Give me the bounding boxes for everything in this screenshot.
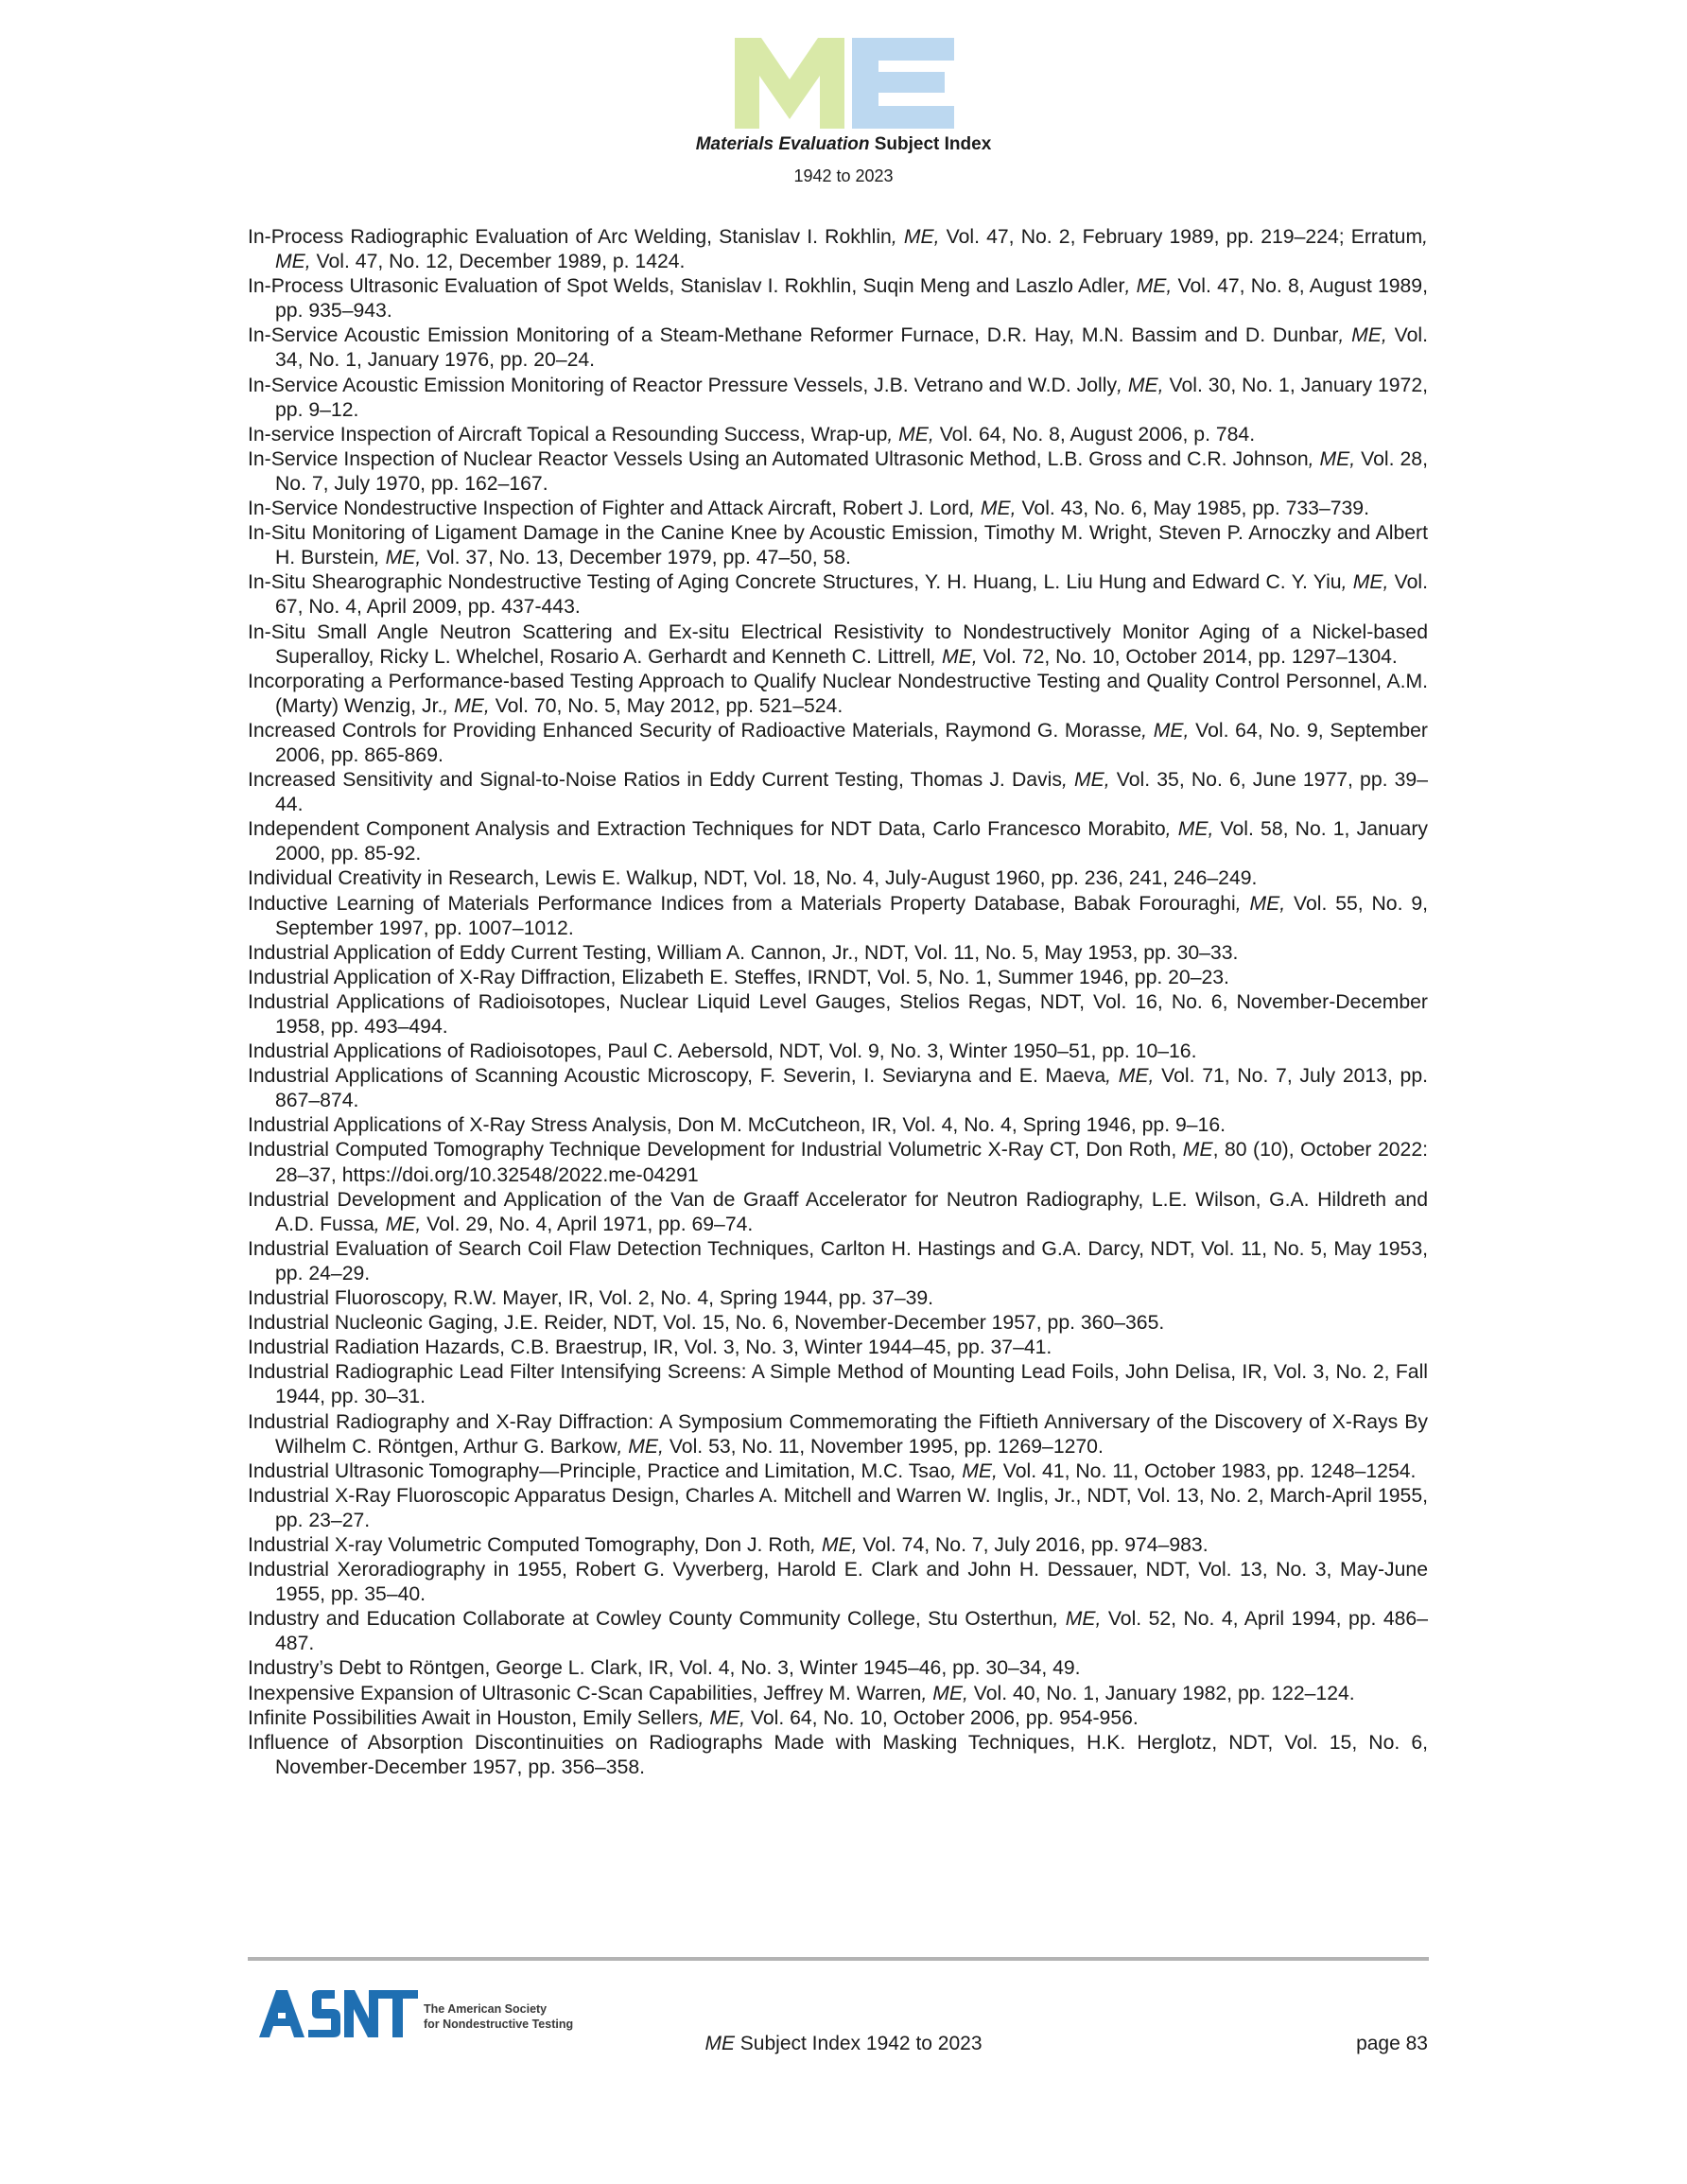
index-entry [248, 1558, 1428, 1607]
index-entry [248, 670, 1428, 719]
entry-post: Vol. 72, No. 10, October 2014, pp. 1297–1304. [977, 645, 1398, 668]
entry-mid: , ME, [810, 1533, 858, 1556]
entry-post: Vol. 55, No. 9, September 1997, pp. 1007–1012. [275, 892, 1428, 939]
logo-letter-e [852, 38, 954, 129]
entry-post: Vol. 64, No. 9, September 2006, pp. 865-869. [275, 719, 1428, 766]
footer-title [0, 2033, 1687, 2055]
asnt-logo-mark [259, 1990, 418, 2037]
index-entry [248, 817, 1428, 866]
entry-mid: , ME, [969, 498, 1017, 520]
entry-pre: Influence of Absorption Discontinuities on Radiographs Made with Masking Techniques, H.K. Herglotz, NDT, Vol. 15, No. 6, November-December 1957, pp. 356–358. [248, 1731, 1428, 1778]
entry-pre: Industrial Applications of X-Ray Stress Analysis, Don M. McCutcheon, IR, Vol. 4, No. 4, Spring 1946, pp. 9–16. [248, 1114, 1226, 1137]
entry-mid: , ME, [698, 1706, 745, 1729]
entry-mid: , ME, [374, 1213, 422, 1235]
index-entry [248, 966, 1428, 990]
entry-pre: Industrial Nucleonic Gaging, J.E. Reider, NDT, Vol. 15, No. 6, November-December 1957, pp. 360–365. [248, 1312, 1165, 1335]
entry-pre: In-Service Acoustic Emission Monitoring of a Steam-Methane Reformer Furnace, D.R. Hay, M.N. Bassim and D. Dunbar [248, 324, 1339, 347]
entry-pre: In-Service Acoustic Emission Monitoring of Reactor Pressure Vessels, J.B. Vetrano and W.D. Jolly [248, 374, 1118, 396]
index-entry [248, 1656, 1428, 1681]
index-entry [248, 323, 1428, 373]
entry-mid: , ME, [1308, 447, 1356, 470]
entry-pre: In-Process Radiographic Evaluation of Arc Welding, Stanislav I. Rokhlin [248, 226, 892, 248]
index-entry [248, 1064, 1428, 1113]
index-entry [248, 1459, 1428, 1484]
entry-post: Vol. 29, No. 4, April 1971, pp. 69–74. [421, 1213, 754, 1235]
page-number: page 83 [1356, 2033, 1428, 2054]
entry-post: Vol. 71, No. 7, July 2013, pp. 867–874. [275, 1065, 1428, 1112]
index-entry [248, 1286, 1428, 1311]
entry-mid: , ME, [1165, 818, 1214, 841]
index-entry [248, 374, 1428, 423]
entry-post: Vol. 47, No. 8, August 1989, pp. 935–943. [275, 275, 1428, 323]
entry-post: Vol. 58, No. 1, January 2000, pp. 85-92. [275, 818, 1428, 865]
entry-pre: Increased Sensitivity and Signal-to-Noise Ratios in Eddy Current Testing, Thomas J. Davis [248, 769, 1062, 792]
entry-pre: Individual Creativity in Research, Lewis E. Walkup, NDT, Vol. 18, No. 4, July-August 1960, pp. 236, 241, 246–249. [248, 867, 1258, 890]
entry-post: Vol. 35, No. 6, June 1977, pp. 39–44. [275, 769, 1428, 816]
index-entry [248, 447, 1428, 497]
index-entry [248, 620, 1428, 670]
entry-post: Vol. 40, No. 1, January 1982, pp. 122–124. [967, 1682, 1355, 1704]
entry-mid: , ME, [1117, 374, 1164, 396]
entry-pre: Industrial Ultrasonic Tomography—Principle, Practice and Limitation, M.C. Tsao [248, 1459, 951, 1482]
entry-pre: In-service Inspection of Aircraft Topical a Resounding Success, Wrap-up [248, 423, 888, 446]
footer-title-italic: ME [704, 2033, 735, 2054]
entry-post: Vol. 43, No. 6, May 1985, pp. 733–739. [1016, 498, 1369, 520]
header-title-italic: Materials Evaluation [695, 134, 870, 154]
entry-pre: Inexpensive Expansion of Ultrasonic C-Scan Capabilities, Jeffrey M. Warren [248, 1682, 922, 1704]
entry-pre: Industrial Applications of Radioisotopes, Paul C. Aebersold, NDT, Vol. 9, No. 3, Winter 1950–51, pp. 10–16. [248, 1040, 1197, 1063]
entry-pre: In-Situ Shearographic Nondestructive Testing of Aging Concrete Structures, Y. H. Huang, L. Liu Hung and Edward C. Y. Yiu [248, 571, 1342, 594]
entry-pre: In-Process Ultrasonic Evaluation of Spot Welds, Stanislav I. Rokhlin, Suqin Meng and Laszlo Adler [248, 275, 1125, 298]
index-entry [248, 1533, 1428, 1558]
entry-mid: , ME, [617, 1435, 664, 1458]
index-entry [248, 1138, 1428, 1187]
entry-post: , 80 (10), October 2022: 28–37, https://doi.org/10.32548/2022.me-04291 [275, 1139, 1428, 1186]
index-entry [248, 768, 1428, 817]
asnt-society-line2: for Nondestructive Testing [424, 2018, 574, 2031]
entry-post: Vol. 53, No. 11, November 1995, pp. 1269–1270. [663, 1435, 1104, 1458]
entry-mid2: , ME, [275, 226, 1428, 273]
index-entry [248, 1706, 1428, 1731]
index-entry [248, 866, 1428, 891]
entry-post: Vol. 37, No. 13, December 1979, pp. 47–50, 58. [421, 547, 851, 569]
entry-mid: , ME, [1338, 324, 1387, 347]
entry-mid: , ME, [930, 645, 978, 668]
entry-pre: Industrial Applications of Scanning Acoustic Microscopy, F. Severin, I. Seviaryna and E. Maeva [248, 1065, 1106, 1088]
subject-index-list [248, 225, 1428, 1780]
entry-mid: , ME, [1105, 1065, 1155, 1088]
entry-pre: Industrial Applications of Radioisotopes, Nuclear Liquid Level Gauges, Stelios Regas, NDT, Vol. 16, No. 6, November-December 1958, pp. 493–494. [248, 990, 1428, 1038]
header-years: 1942 to 2023 [793, 166, 894, 185]
entry-pre: Infinite Possibilities Await in Houston, Emily Sellers [248, 1706, 699, 1729]
header-title [0, 134, 1687, 155]
entry-post: Vol. 64, No. 10, October 2006, pp. 954-956. [745, 1706, 1139, 1729]
entry-pre: In-Service Nondestructive Inspection of Fighter and Attack Aircraft, Robert J. Lord [248, 498, 970, 520]
entry-mid: , ME, [1235, 892, 1286, 915]
entry-pre: Independent Component Analysis and Extraction Techniques for NDT Data, Carlo Francesco Morabito [248, 818, 1166, 841]
index-entry [248, 225, 1428, 274]
entry-pre: Industrial Development and Application of the Van de Graaff Accelerator for Neutron Radiography, L.E. Wilson, G.A. Hildreth and A.D. Fussa [248, 1188, 1428, 1235]
entry-mid: , ME, [891, 226, 940, 248]
asnt-society-line1: The American Society [424, 2002, 548, 2016]
entry-post2: Vol. 47, No. 12, December 1989, p. 1424. [310, 251, 686, 273]
entry-pre: Industrial X-Ray Fluoroscopic Apparatus Design, Charles A. Mitchell and Warren W. Inglis, Jr., NDT, Vol. 13, No. 2, March-April 1955, pp. 23–27. [248, 1484, 1428, 1531]
entry-post: Vol. 74, No. 7, July 2016, pp. 974–983. [857, 1533, 1209, 1556]
entry-post: Vol. 64, No. 8, August 2006, p. 784. [933, 423, 1256, 446]
entry-mid: , ME, [443, 694, 490, 717]
entry-pre: Industrial Radiography and X-Ray Diffraction: A Symposium Commemorating the Fiftieth Anniversary of the Discovery of X-Rays By Wilhelm C. Röntgen, Arthur G. Barkow [248, 1410, 1428, 1458]
index-entry [248, 1311, 1428, 1336]
index-entry [248, 892, 1428, 941]
entry-pre: Industrial Radiation Hazards, C.B. Braestrup, IR, Vol. 3, No. 3, Winter 1944–45, pp. 37–41. [248, 1337, 1052, 1359]
entry-pre: In-Situ Monitoring of Ligament Damage in the Canine Knee by Acoustic Emission, Timothy M. Wright, Steven P. Arnoczky and Albert H. Burstein [248, 522, 1428, 569]
index-entry [248, 719, 1428, 768]
entry-post: Vol. 47, No. 2, February 1989, pp. 219–224; Erratum [939, 226, 1423, 248]
entry-post: Vol. 28, No. 7, July 1970, pp. 162–167. [275, 447, 1428, 495]
logo-letter-m [735, 38, 844, 129]
entry-post: Vol. 34, No. 1, January 1976, pp. 20–24. [275, 324, 1428, 372]
entry-pre: Industrial Application of Eddy Current Testing, William A. Cannon, Jr., NDT, Vol. 11, No. 5, May 1953, pp. 30–33. [248, 941, 1239, 964]
entry-mid: , ME, [1052, 1608, 1102, 1631]
index-entry [248, 990, 1428, 1040]
index-entry [248, 1484, 1428, 1533]
entry-pre: Inductive Learning of Materials Performance Indices from a Materials Property Database, Babak Forouraghi [248, 892, 1236, 915]
entry-mid: , ME, [921, 1682, 968, 1704]
index-entry [248, 1040, 1428, 1064]
index-entry [248, 1237, 1428, 1286]
entry-pre: Incorporating a Performance-based Testing Approach to Qualify Nuclear Nondestructive Testing and Quality Control Personnel, A.M. (Marty) Wenzig, Jr. [248, 670, 1428, 717]
entry-mid: , ME, [1061, 769, 1110, 792]
entry-pre: Industry’s Debt to Röntgen, George L. Clark, IR, Vol. 4, No. 3, Winter 1945–46, pp. 30–34, 49. [248, 1657, 1081, 1680]
entry-mid: , ME, [1124, 275, 1173, 298]
index-entry [248, 1360, 1428, 1409]
entry-mid: , ME, [374, 547, 422, 569]
entry-mid: , ME, [1341, 571, 1389, 594]
index-entry [248, 1113, 1428, 1138]
entry-pre: Industry and Education Collaborate at Cowley County Community College, Stu Osterthun [248, 1608, 1053, 1631]
entry-pre: Industrial X-ray Volumetric Computed Tomography, Don J. Roth [248, 1533, 811, 1556]
entry-pre: In-Service Inspection of Nuclear Reactor Vessels Using an Automated Ultrasonic Method, L.B. Gross and C.R. Johnson [248, 447, 1309, 470]
footer-divider [248, 1957, 1429, 1961]
entry-pre: Industrial Computed Tomography Technique Development for Industrial Volumetric X-Ray CT, Don Roth, [248, 1139, 1183, 1162]
entry-pre: Industrial Fluoroscopy, R.W. Mayer, IR, Vol. 2, No. 4, Spring 1944, pp. 37–39. [248, 1287, 934, 1310]
entry-mid: , ME, [950, 1459, 998, 1482]
index-entry [248, 1607, 1428, 1656]
index-entry [248, 1731, 1428, 1780]
header-title-rest: Subject Index [869, 134, 992, 154]
entry-post: Vol. 41, No. 11, October 1983, pp. 1248–1254. [997, 1459, 1417, 1482]
asnt-logo-text: ASNT [257, 1984, 260, 1985]
footer-title-rest: Subject Index 1942 to 2023 [734, 2033, 983, 2054]
index-entry [248, 1682, 1428, 1706]
index-entry [248, 941, 1428, 966]
entry-pre: Industrial Xeroradiography in 1955, Robert G. Vyverberg, Harold E. Clark and John H. Dessauer, NDT, Vol. 13, No. 3, May-June 1955, pp. 35–40. [248, 1559, 1428, 1606]
entry-post: Vol. 52, No. 4, April 1994, pp. 486–487. [275, 1608, 1428, 1655]
index-entry [248, 1336, 1428, 1360]
index-entry [248, 1188, 1428, 1237]
entry-post: Vol. 67, No. 4, April 2009, pp. 437-443. [275, 571, 1428, 619]
index-entry [248, 497, 1428, 521]
entry-post: Vol. 30, No. 1, January 1972, pp. 9–12. [275, 374, 1428, 421]
index-entry [248, 570, 1428, 620]
entry-pre: In-Situ Small Angle Neutron Scattering and Ex-situ Electrical Resistivity to Nondestructively Monitor Aging of a Nickel-based Superalloy, Ricky L. Whelchel, Rosario A. Gerhardt and Kenneth C. Littrell [248, 620, 1428, 668]
entry-pre: Increased Controls for Providing Enhanced Security of Radioactive Materials, Raymond G. Morasse [248, 719, 1142, 742]
index-entry [248, 1410, 1428, 1459]
entry-pre: Industrial Radiographic Lead Filter Intensifying Screens: A Simple Method of Mounting Lead Foils, John Delisa, IR, Vol. 3, No. 2, Fall 1944, pp. 30–31. [248, 1361, 1428, 1408]
entry-pre: Industrial Evaluation of Search Coil Flaw Detection Techniques, Carlton H. Hastings and G.A. Darcy, NDT, Vol. 11, No. 5, May 1953, pp. 24–29. [248, 1237, 1428, 1284]
entry-post: Vol. 70, No. 5, May 2012, pp. 521–524. [489, 694, 844, 717]
index-entry [248, 423, 1428, 447]
me-logo [735, 38, 954, 129]
index-entry [248, 274, 1428, 323]
entry-mid: , ME, [1141, 719, 1190, 742]
entry-mid: ME [1182, 1139, 1213, 1162]
entry-pre: Industrial Application of X-Ray Diffraction, Elizabeth E. Steffes, IRNDT, Vol. 5, No. 1, Summer 1946, pp. 20–23. [248, 966, 1229, 988]
index-entry [248, 521, 1428, 570]
entry-mid: , ME, [887, 423, 934, 446]
